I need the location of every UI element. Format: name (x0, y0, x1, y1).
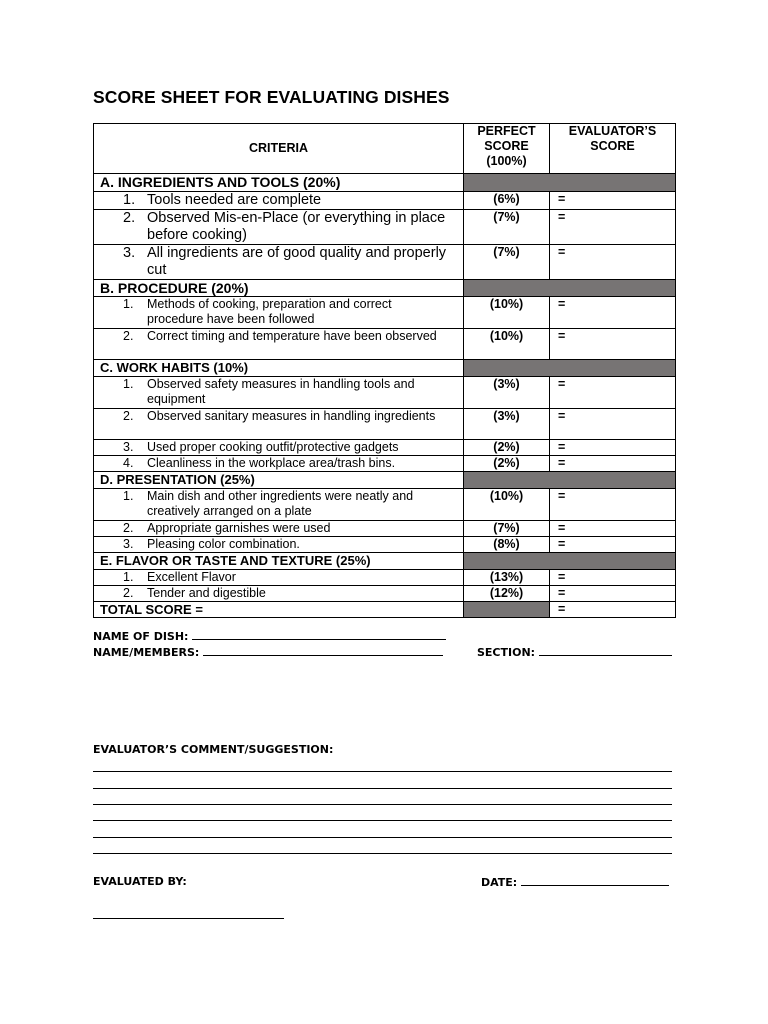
section-label: C. WORK HABITS (10%) (94, 360, 464, 377)
item-number: 1. (123, 489, 134, 503)
criteria-header: CRITERIA (94, 124, 464, 174)
item-text: Tender and digestible (147, 586, 266, 600)
item-number: 1. (123, 192, 136, 208)
evaluator-score-cell[interactable]: = (550, 409, 676, 440)
item-text: Observed safety measures in handling tools and equipment (147, 377, 415, 406)
item-text: Pleasing color combination. (147, 537, 300, 551)
criteria-cell (94, 521, 464, 537)
table-row (94, 409, 676, 440)
section-label: E. FLAVOR OR TASTE AND TEXTURE (25%) (94, 553, 464, 570)
criteria-cell (94, 192, 464, 210)
page-title: SCORE SHEET FOR EVALUATING DISHES (93, 87, 450, 107)
evaluator-score-cell[interactable]: = (550, 210, 676, 245)
section-row-d (94, 472, 676, 489)
evaluator-signature-line[interactable] (93, 918, 284, 919)
comment-line[interactable] (93, 820, 672, 821)
perfect-score-cell: (2%) (464, 440, 550, 456)
section-line[interactable] (539, 645, 672, 656)
total-label: TOTAL SCORE = (94, 602, 464, 618)
table-row (94, 586, 676, 602)
perfect-score-cell: (12%) (464, 586, 550, 602)
section-row-c (94, 360, 676, 377)
comment-line[interactable] (93, 788, 672, 789)
item-number: 3. (123, 440, 134, 454)
comment-line[interactable] (93, 804, 672, 805)
perfect-score-cell: (10%) (464, 329, 550, 360)
perfect-score-cell: (7%) (464, 210, 550, 245)
perfect-score-cell: (3%) (464, 409, 550, 440)
evaluated-by-label: EVALUATED BY: (93, 875, 187, 888)
table-row (94, 192, 676, 210)
comment-label: EVALUATOR’S COMMENT/SUGGESTION: (93, 743, 334, 756)
criteria-cell (94, 456, 464, 472)
table-row (94, 537, 676, 553)
section-label: D. PRESENTATION (25%) (94, 472, 464, 489)
evaluator-score-cell[interactable]: = (550, 456, 676, 472)
criteria-cell (94, 210, 464, 245)
criteria-cell (94, 440, 464, 456)
criteria-cell (94, 329, 464, 360)
perfect-score-cell: (6%) (464, 192, 550, 210)
item-text: Appropriate garnishes were used (147, 521, 331, 535)
name-members-label: NAME/MEMBERS: (93, 646, 200, 659)
shaded-cell (464, 174, 676, 192)
item-number: 3. (123, 537, 134, 551)
item-number: 4. (123, 456, 134, 470)
section-label: SECTION: (477, 646, 536, 659)
perfect-score-header: PERFECT SCORE (100%) (464, 124, 550, 174)
name-of-dish-line[interactable] (192, 629, 446, 640)
item-number: 2. (123, 329, 134, 343)
shaded-cell (464, 553, 676, 570)
criteria-cell (94, 489, 464, 521)
date-line[interactable] (521, 875, 669, 886)
date-field (481, 875, 669, 889)
criteria-cell (94, 297, 464, 329)
perfect-score-cell: (7%) (464, 245, 550, 280)
evaluator-score-cell[interactable]: = (550, 521, 676, 537)
perfect-score-cell: (13%) (464, 570, 550, 586)
item-number: 3. (123, 245, 136, 261)
item-text: Correct timing and temperature have been observed (147, 329, 437, 343)
table-row (94, 570, 676, 586)
perfect-score-cell: (8%) (464, 537, 550, 553)
evaluator-score-cell[interactable]: = (550, 297, 676, 329)
section-row-e (94, 553, 676, 570)
name-of-dish-field (93, 629, 446, 643)
name-of-dish-label: NAME OF DISH: (93, 630, 189, 643)
item-number: 2. (123, 586, 134, 600)
table-header-row (94, 124, 676, 174)
criteria-cell (94, 570, 464, 586)
item-text: All ingredients are of good quality and properly cut (147, 245, 447, 278)
item-number: 1. (123, 377, 134, 391)
item-number: 2. (123, 521, 134, 535)
evaluator-score-cell[interactable]: = (550, 570, 676, 586)
perfect-score-cell: (10%) (464, 489, 550, 521)
perfect-score-cell: (2%) (464, 456, 550, 472)
shaded-cell (464, 602, 550, 618)
evaluator-score-cell[interactable]: = (550, 329, 676, 360)
shaded-cell (464, 472, 676, 489)
evaluator-score-cell[interactable]: = (550, 586, 676, 602)
table-row (94, 329, 676, 360)
item-text: Methods of cooking, preparation and correct procedure have been followed (147, 297, 392, 326)
criteria-cell (94, 537, 464, 553)
item-number: 2. (123, 409, 134, 423)
criteria-cell (94, 377, 464, 409)
perfect-score-cell: (10%) (464, 297, 550, 329)
name-members-line[interactable] (203, 645, 443, 656)
total-row (94, 602, 676, 618)
table-row (94, 245, 676, 280)
section-row-a (94, 174, 676, 192)
criteria-cell (94, 245, 464, 280)
evaluator-score-cell[interactable]: = (550, 192, 676, 210)
item-text: Cleanliness in the workplace area/trash bins. (147, 456, 396, 470)
item-text: Observed sanitary measures in handling ingredients (147, 409, 436, 423)
comment-line[interactable] (93, 853, 672, 854)
table-row (94, 521, 676, 537)
table-row (94, 440, 676, 456)
comment-line[interactable] (93, 771, 672, 772)
perfect-score-cell: (3%) (464, 377, 550, 409)
item-text: Main dish and other ingredients were neatly and creatively arranged on a plate (147, 489, 414, 518)
table-row (94, 297, 676, 329)
evaluator-score-cell[interactable]: = (550, 377, 676, 409)
item-text: Excellent Flavor (147, 570, 236, 584)
section-row-b (94, 280, 676, 297)
section-label: B. PROCEDURE (20%) (94, 280, 464, 297)
table-row (94, 456, 676, 472)
section-label: A. INGREDIENTS AND TOOLS (20%) (94, 174, 464, 192)
evaluator-score-cell[interactable]: = (550, 537, 676, 553)
evaluator-score-cell[interactable]: = (550, 245, 676, 280)
score-table (93, 123, 676, 618)
evaluator-score-cell[interactable]: = (550, 440, 676, 456)
section-field (477, 645, 672, 659)
comment-line[interactable] (93, 837, 672, 838)
table-row (94, 210, 676, 245)
item-text: Tools needed are complete (147, 192, 322, 208)
item-number: 1. (123, 570, 134, 584)
evaluator-score-cell[interactable]: = (550, 489, 676, 521)
name-members-field (93, 645, 443, 659)
total-score-cell[interactable]: = (550, 602, 676, 618)
shaded-cell (464, 280, 676, 297)
item-number: 2. (123, 210, 136, 226)
table-row (94, 377, 676, 409)
perfect-score-cell: (7%) (464, 521, 550, 537)
item-text: Observed Mis-en-Place (or everything in place before cooking) (147, 210, 446, 243)
shaded-cell (464, 360, 676, 377)
item-text: Used proper cooking outfit/protective gadgets (147, 440, 399, 454)
date-label: DATE: (481, 876, 518, 889)
evaluator-score-header: EVALUATOR’S SCORE (550, 124, 676, 174)
criteria-cell (94, 586, 464, 602)
table-row (94, 489, 676, 521)
criteria-cell (94, 409, 464, 440)
item-number: 1. (123, 297, 134, 311)
